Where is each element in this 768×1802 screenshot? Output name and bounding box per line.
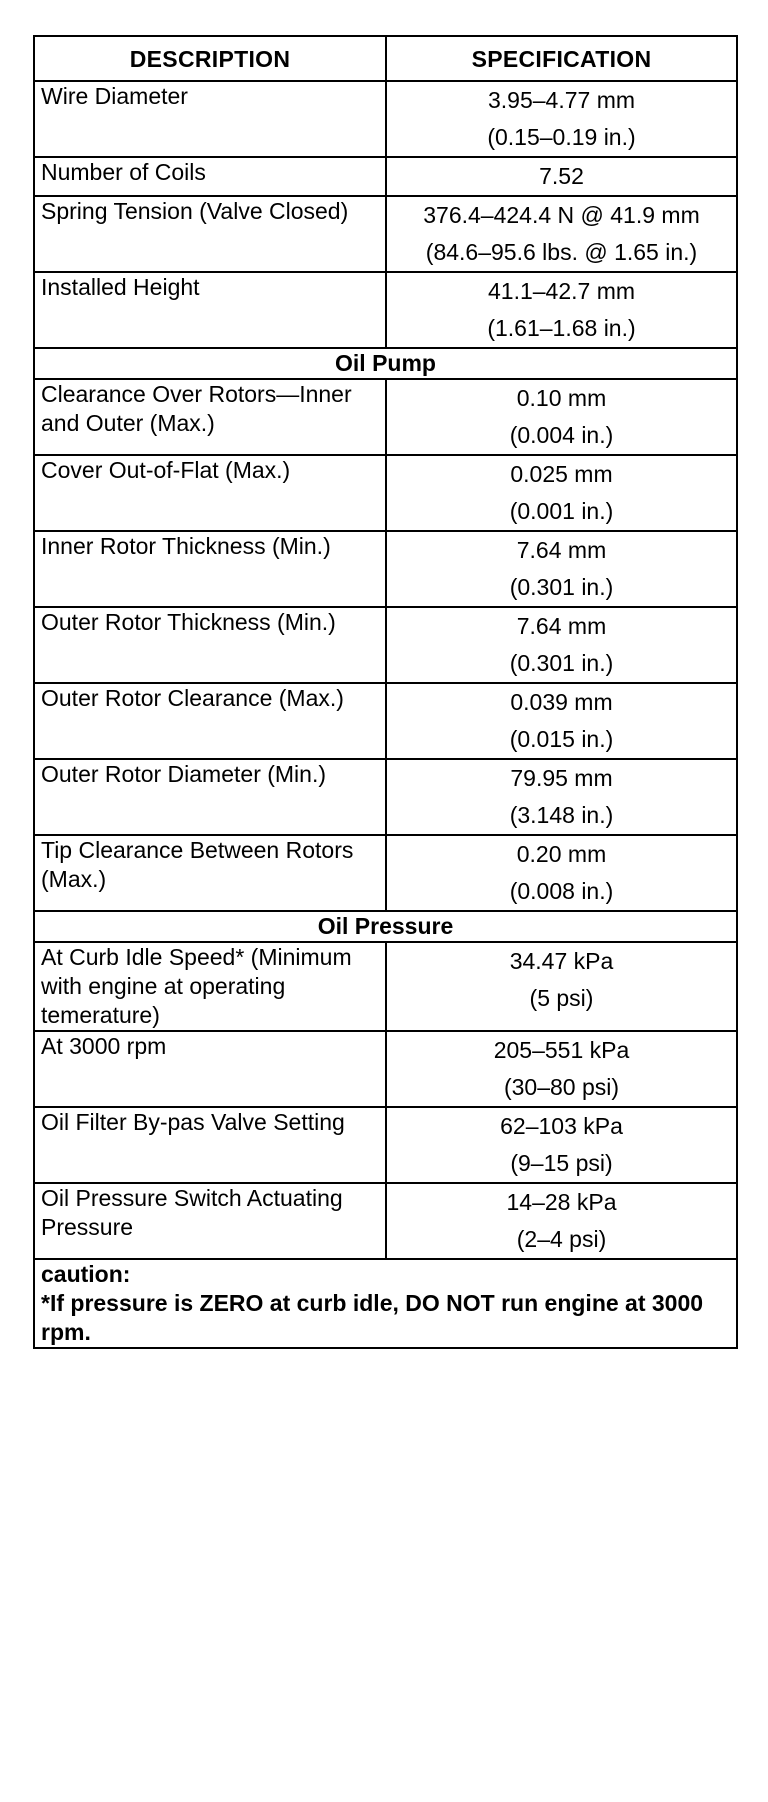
metric-value: 205–551 kPa: [493, 1037, 630, 1063]
table-row: [34, 1183, 737, 1259]
table-row: [34, 942, 737, 1031]
description-cell: Outer Rotor Clearance (Max.): [34, 683, 386, 759]
caution-note: [34, 1259, 737, 1348]
metric-value: 34.47 kPa: [509, 948, 614, 974]
table-row: [34, 81, 737, 157]
imperial-value: (0.008 in.): [509, 878, 614, 904]
metric-value: 79.95 mm: [510, 765, 613, 791]
metric-value: 0.10 mm: [516, 385, 607, 411]
specification-cell: [386, 1031, 737, 1107]
metric-value: 3.95–4.77 mm: [487, 87, 636, 113]
specification-cell: [386, 157, 737, 196]
specification-header: SPECIFICATION: [386, 36, 737, 81]
description-cell: Number of Coils: [34, 157, 386, 196]
specification-cell: [386, 81, 737, 157]
metric-value: 7.64 mm: [516, 537, 607, 563]
section-row: [34, 348, 737, 379]
table-row: [34, 272, 737, 348]
caution-row: [34, 1259, 737, 1348]
specification-cell: [386, 942, 737, 1031]
specification-cell: [386, 196, 737, 272]
description-cell: Cover Out-of-Flat (Max.): [34, 455, 386, 531]
description-cell: Oil Pressure Switch Actuating Pressure: [34, 1183, 386, 1259]
imperial-value: (0.015 in.): [509, 726, 614, 752]
imperial-value: (0.001 in.): [509, 498, 614, 524]
table-row: [34, 196, 737, 272]
imperial-value: (0.15–0.19 in.): [487, 124, 636, 150]
table-row: [34, 759, 737, 835]
specification-cell: [386, 379, 737, 455]
imperial-value: (0.301 in.): [509, 574, 614, 600]
specification-cell: [386, 683, 737, 759]
caution-title: caution:: [41, 1261, 131, 1287]
section-heading: Oil Pressure: [34, 911, 737, 942]
specification-cell: [386, 835, 737, 911]
metric-value: 0.039 mm: [510, 689, 613, 715]
specification-cell: [386, 759, 737, 835]
table-row: [34, 455, 737, 531]
section-heading: Oil Pump: [34, 348, 737, 379]
metric-value: 0.20 mm: [516, 841, 607, 867]
description-cell: Tip Clearance Between Rotors (Max.): [34, 835, 386, 911]
imperial-value: (84.6–95.6 lbs. @ 1.65 in.): [425, 239, 698, 265]
table-row: [34, 1031, 737, 1107]
description-cell: Inner Rotor Thickness (Min.): [34, 531, 386, 607]
imperial-value: (5 psi): [529, 985, 594, 1011]
specification-cell: [386, 455, 737, 531]
specification-cell: [386, 1183, 737, 1259]
description-cell: Wire Diameter: [34, 81, 386, 157]
specification-cell: [386, 607, 737, 683]
imperial-value: (2–4 psi): [516, 1226, 607, 1252]
table-row: [34, 683, 737, 759]
description-header: DESCRIPTION: [34, 36, 386, 81]
specification-cell: [386, 1107, 737, 1183]
section-row: [34, 911, 737, 942]
table-row: [34, 835, 737, 911]
table-body: [34, 81, 737, 1259]
specification-cell: [386, 531, 737, 607]
description-cell: Installed Height: [34, 272, 386, 348]
description-cell: Oil Filter By-pas Valve Setting: [34, 1107, 386, 1183]
description-cell: At 3000 rpm: [34, 1031, 386, 1107]
metric-value: 7.52: [539, 163, 584, 189]
imperial-value: (0.301 in.): [509, 650, 614, 676]
metric-value: 376.4–424.4 N @ 41.9 mm: [423, 202, 700, 228]
caution-text: *If pressure is ZERO at curb idle, DO NOT run engine at 3000 rpm.: [41, 1290, 704, 1345]
metric-value: 14–28 kPa: [506, 1189, 617, 1215]
imperial-value: (3.148 in.): [509, 802, 614, 828]
specification-table: [33, 35, 738, 1349]
description-cell: Clearance Over Rotors—Inner and Outer (Max.): [34, 379, 386, 455]
metric-value: 7.64 mm: [516, 613, 607, 639]
description-cell: Outer Rotor Thickness (Min.): [34, 607, 386, 683]
metric-value: 62–103 kPa: [500, 1113, 623, 1139]
imperial-value: (0.004 in.): [509, 422, 614, 448]
metric-value: 41.1–42.7 mm: [487, 278, 636, 304]
description-cell: Outer Rotor Diameter (Min.): [34, 759, 386, 835]
imperial-value: (30–80 psi): [503, 1074, 620, 1100]
imperial-value: (9–15 psi): [510, 1150, 613, 1176]
imperial-value: (1.61–1.68 in.): [487, 315, 636, 341]
table-row: [34, 157, 737, 196]
metric-value: 0.025 mm: [510, 461, 613, 487]
header-row: [34, 36, 737, 81]
description-cell: Spring Tension (Valve Closed): [34, 196, 386, 272]
specification-cell: [386, 272, 737, 348]
table-row: [34, 607, 737, 683]
description-cell: At Curb Idle Speed* (Minimum with engine at operating temerature): [34, 942, 386, 1031]
table-row: [34, 531, 737, 607]
table-row: [34, 379, 737, 455]
table-row: [34, 1107, 737, 1183]
